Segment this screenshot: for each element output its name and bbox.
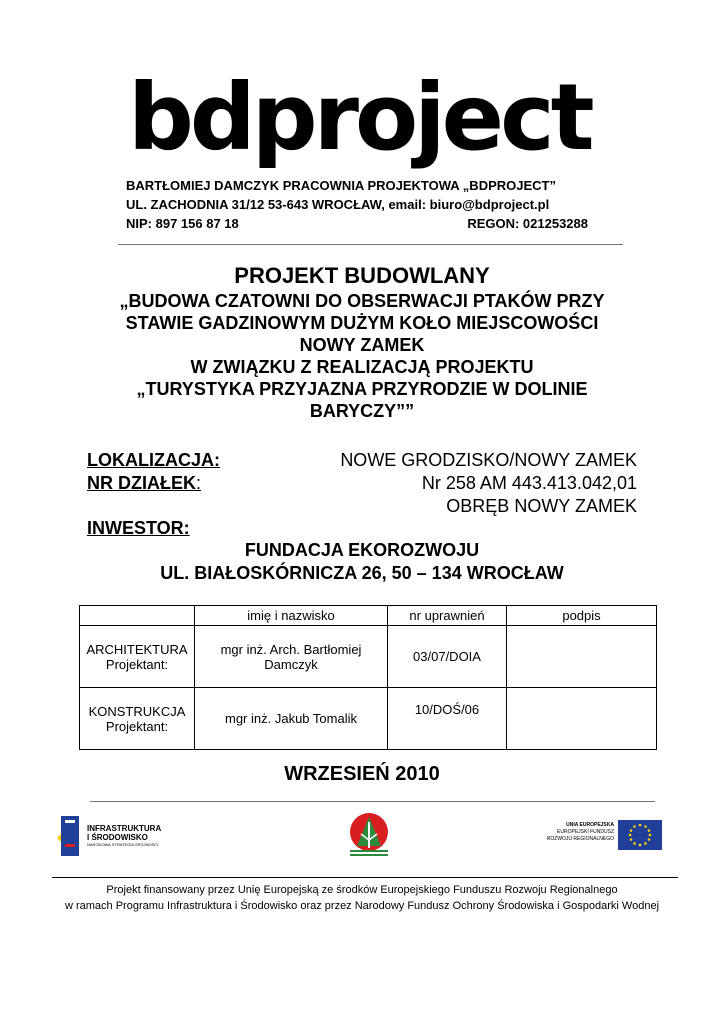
table-header-cell: imię i nazwisko [195,606,388,626]
title-line: „BUDOWA CZATOWNI DO OBSERWACJI PTAKÓW PRZY [119,291,605,311]
title-line: NOWY ZAMEK [299,335,425,355]
eu-logo [538,820,662,854]
company-info [126,176,588,233]
title-line: BARYCZY”” [309,401,415,421]
infrastruktura-logo [57,816,177,856]
project-description [80,290,644,422]
title-line: STAWIE GADZINOWYM DUŻYM KOŁO MIEJSCOWOŚCI [125,313,599,333]
footer-divider [52,877,678,878]
footer-line: w ramach Programu Infrastruktura i Środowisko oraz przez Narodowy Fundusz Ochrony Środowiska i Gospodarki Wodnej [64,900,660,912]
eu-flag-icon [618,820,662,850]
signature-cell [507,688,657,750]
table-header-cell [80,606,195,626]
page-title: PROJEKT BUDOWLANY [234,263,490,288]
logo-subtext: NARODOWA STRATEGIA SPÓJNOŚCI [87,842,159,847]
company-address: UL. ZACHODNIA 31/12 53-643 WROCŁAW, email: biuro@bdproject.pl [126,197,550,212]
funding-note [40,882,684,914]
name-line: mgr inż. Jakub Tomalik [225,711,357,726]
header-divider [118,244,623,245]
flag-icon [57,816,83,856]
title-line: „TURYSTYKA PRZYJAZNA PRZYRODZIE W DOLINIE [136,379,588,399]
plot-label: NR DZIAŁEK [87,473,196,493]
name-line: Damczyk [264,656,318,672]
location-label: LOKALIZACJA: [87,450,220,470]
investor-name: FUNDACJA EKOROZWOJU [244,540,480,560]
nfosigw-icon [347,812,391,858]
role-cell [80,626,195,688]
table-header-cell: nr uprawnień [388,606,507,626]
location-value: NOWE GRODZISKO/NOWY ZAMEK [340,450,637,470]
investor-label: INWESTOR: [87,518,190,538]
table-header-row [80,606,657,626]
signature-cell [507,626,657,688]
signature-table [79,605,657,750]
role-cell [80,688,195,750]
role-line: Projektant: [105,718,169,734]
role-line: Projektant: [105,656,169,672]
name-line: mgr inż. Arch. Bartłomiej [220,641,362,657]
eu-text: EUROPEJSKI FUNDUSZ [557,829,614,835]
company-logo: bdproject [128,64,591,171]
regon: REGON: 021253288 [467,216,588,231]
table-header-cell: podpis [507,606,657,626]
license-cell: 03/07/DOIA [388,626,507,688]
logo-text: I ŚRODOWISKO [87,833,148,842]
license-cell: 10/DOŚ/06 [388,688,507,750]
name-cell [195,626,388,688]
company-name: BARTŁOMIEJ DAMCZYK PRACOWNIA PROJEKTOWA „BDPROJECT” [126,178,556,193]
investor-address: UL. BIAŁOSKÓRNICZA 26, 50 – 134 WROCŁAW [160,563,564,583]
role-line: ARCHITEKTURA [86,641,188,657]
plot-colon: : [196,473,202,493]
plot-precinct: OBRĘB NOWY ZAMEK [446,496,637,516]
date-divider [90,801,655,802]
plot-label-wrap [87,473,201,494]
logo-text: INFRASTRUKTURA [87,824,162,833]
title-line: W ZWIĄZKU Z REALIZACJĄ PROJEKTU [190,357,534,377]
document-date: WRZESIEŃ 2010 [284,763,440,785]
nip: NIP: 897 156 87 18 [126,216,239,231]
eu-text: ROZWOJU REGIONALNEGO [546,836,614,842]
plot-value: Nr 258 AM 443.413.042,01 [421,473,637,493]
table-row [80,688,657,750]
company-ids [126,214,588,233]
role-line: KONSTRUKCJA [88,703,186,719]
name-cell [195,688,388,750]
footer-line: Projekt finansowany przez Unię Europejską ze środków Europejskiego Funduszu Rozwoju Regionalnego [106,884,618,896]
eu-text: UNIA EUROPEJSKA [566,822,614,828]
table-row [80,626,657,688]
